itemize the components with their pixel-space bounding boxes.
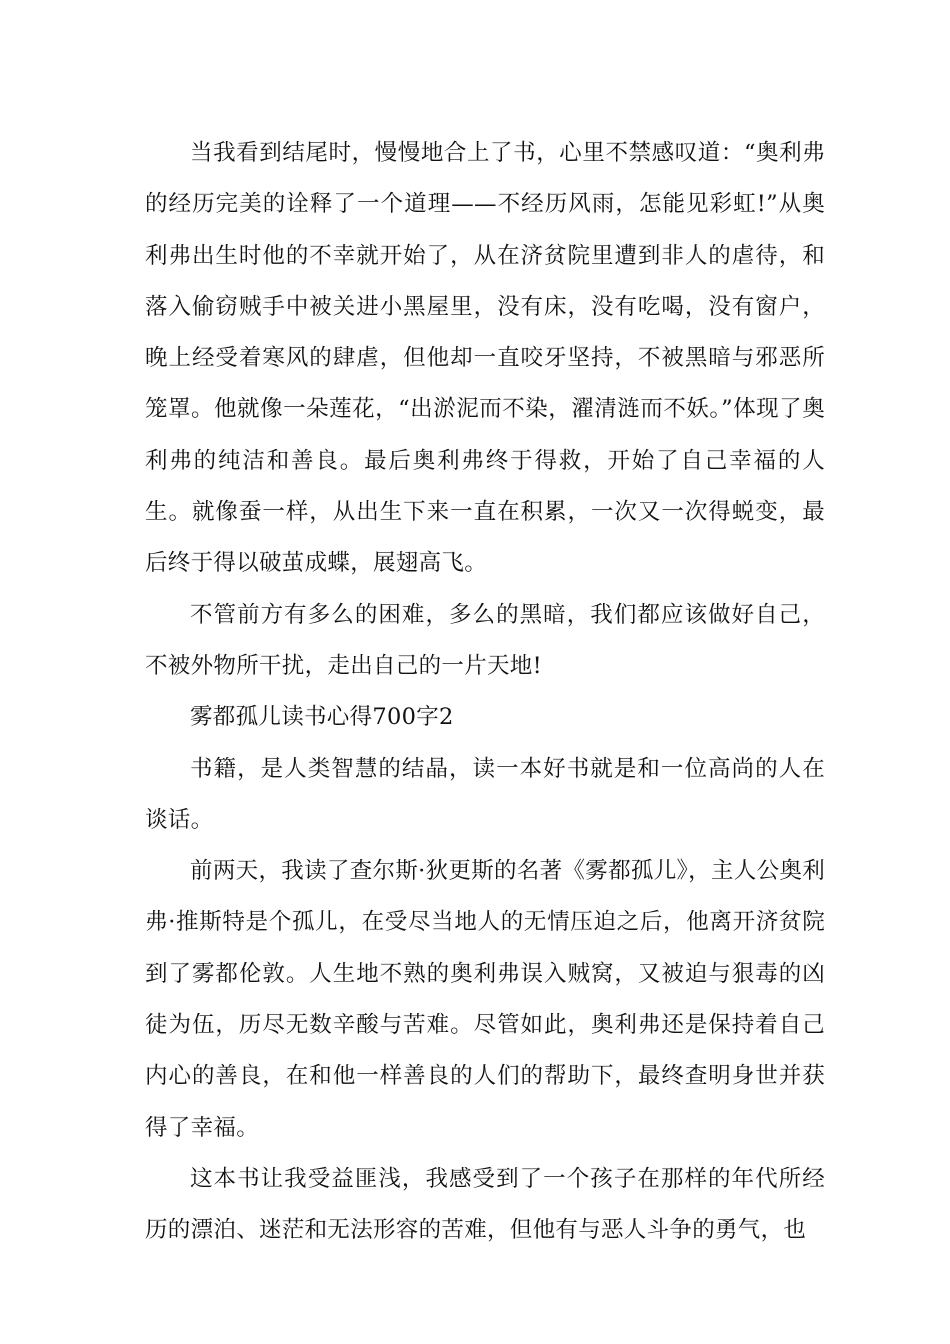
- paragraph-ending-reflection: 当我看到结尾时，慢慢地合上了书，心里不禁感叹道：“奥利弗的经历完美的诠释了一个道理——不经历风雨，怎能见彩虹!”从奥利弗出生时他的不幸就开始了，从在济贫院里遭到非人的虐待，和落入偷窃贼手中被关进小黑屋里，没有床，没有吃喝，没有窗户，晚上经受着寒风的肆虐，但他却一直咬牙坚持，不被黑暗与邪恶所笼罩。他就像一朵莲花，“出淤泥而不染，濯清涟而不妖。”体现了奥利弗的纯洁和善良。最后奥利弗终于得救，开始了自己幸福的人生。就像蚕一样，从出生下来一直在积累，一次又一次得蜕变，最后终于得以破茧成蝶，展翅高飞。: [145, 140, 825, 577]
- section-heading: 雾都孤儿读书心得700字2: [190, 704, 454, 731]
- paragraph-books-intro: 书籍，是人类智慧的结晶，读一本好书就是和一位高尚的人在谈话。: [145, 755, 825, 833]
- document-body: [145, 128, 825, 1257]
- paragraph-story-summary: 前两天，我读了查尔斯·狄更斯的名著《雾都孤儿》，主人公奥利弗·推斯特是个孤儿，在受尽当地人的无情压迫之后，他离开济贫院到了雾都伦敦。人生地不熟的奥利弗误入贼窝，又被迫与狠毒的凶徒为伍，历尽无数辛酸与苦难。尽管如此，奥利弗还是保持着自己内心的善良，在和他一样善良的人们的帮助下，最终查明身世并获得了幸福。: [145, 858, 825, 1141]
- paragraph-be-yourself: 不管前方有多么的困难，多么的黑暗，我们都应该做好自己，不被外物所干扰，走出自己的一片天地!: [145, 601, 825, 679]
- paragraph-benefit: 这本书让我受益匪浅，我感受到了一个孩子在那样的年代所经历的漂泊、迷茫和无法形容的苦难，但他有与恶人斗争的勇气，也: [145, 1165, 825, 1244]
